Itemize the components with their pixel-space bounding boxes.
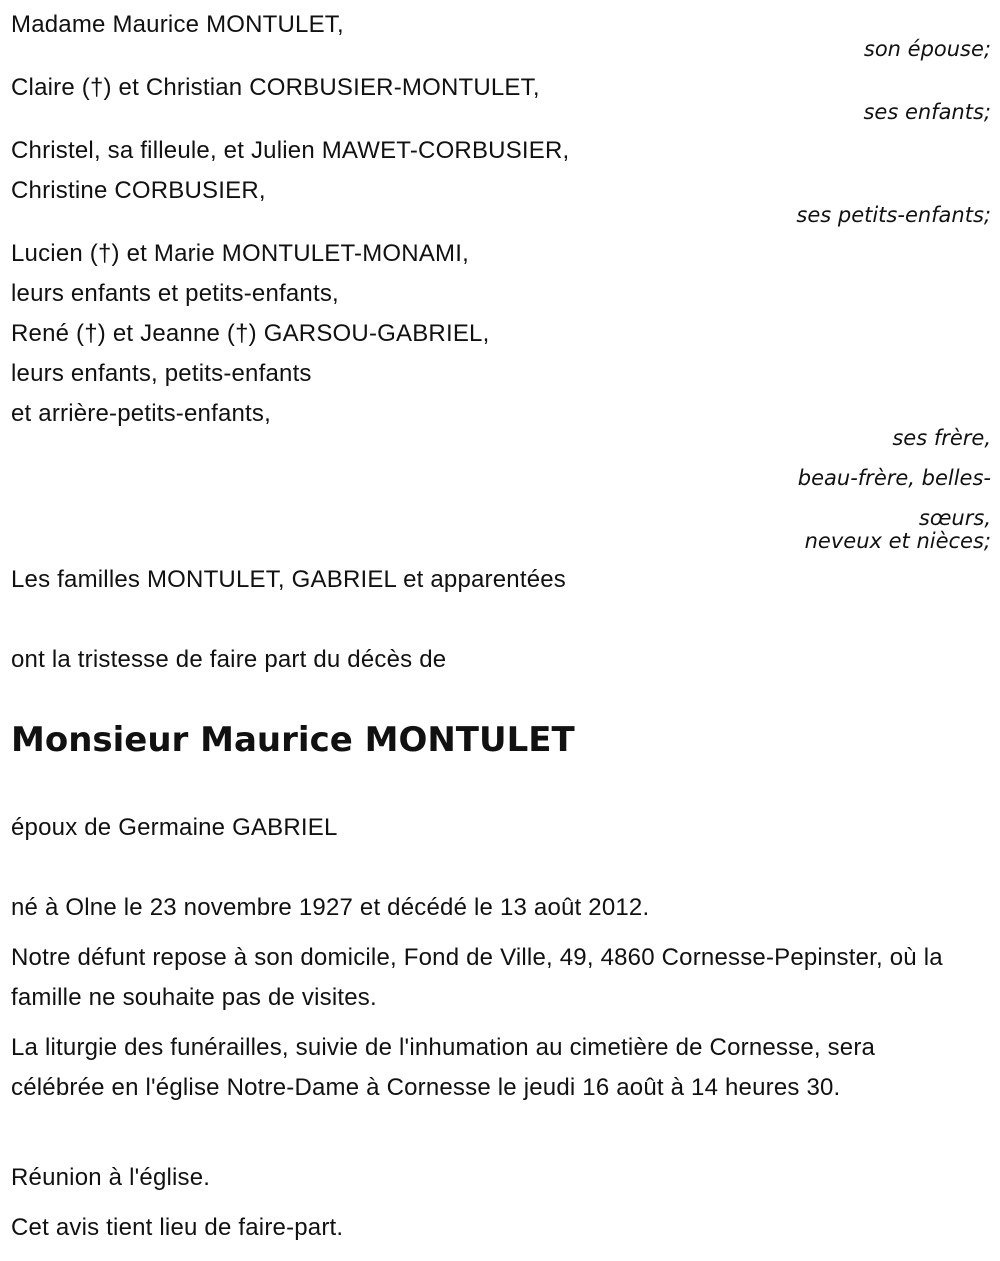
notice-footer: Cet avis tient lieu de faire-part.	[11, 1214, 344, 1241]
meeting-details: Réunion à l'église.	[11, 1164, 211, 1191]
children-role: ses enfants;	[863, 100, 991, 124]
grandchildren-role: ses petits-enfants;	[796, 203, 991, 227]
repose-details: Notre défunt repose à son domicile, Fond de Ville, 49, 4860 Cornesse-Pepinster, où la famille ne souhaite pas de visites.	[11, 944, 943, 1011]
families-line: Les familles MONTULET, GABRIEL et apparentées	[11, 566, 566, 593]
funeral-details: La liturgie des funérailles, suivie de l'inhumation au cimetière de Cornesse, sera célébrée en l'église Notre-Dame à Cornesse le jeudi 16 août à 14 heures 30.	[11, 1034, 876, 1101]
siblings-line-4: leurs enfants, petits-enfants	[11, 360, 312, 387]
announcement: ont la tristesse de faire part du décès de	[11, 646, 447, 673]
siblings-role-4: neveux et nièces;	[804, 529, 991, 553]
siblings-role-1: ses frère,	[892, 426, 991, 450]
children-line: Claire (†) et Christian CORBUSIER-MONTULET,	[11, 74, 540, 101]
deceased-name: Monsieur Maurice MONTULET	[11, 720, 575, 760]
spouse-role: son épouse;	[863, 37, 991, 61]
grandchildren-line-2: Christine CORBUSIER,	[11, 177, 266, 204]
spouse-line: Madame Maurice MONTULET,	[11, 11, 344, 38]
siblings-line-2: leurs enfants et petits-enfants,	[11, 280, 339, 307]
grandchildren-line-1: Christel, sa filleule, et Julien MAWET-CORBUSIER,	[11, 137, 570, 164]
siblings-role-3: sœurs,	[918, 506, 991, 530]
birth-death-dates: né à Olne le 23 novembre 1927 et décédé le 13 août 2012.	[11, 894, 650, 921]
siblings-line-3: René (†) et Jeanne (†) GARSOU-GABRIEL,	[11, 320, 490, 347]
deceased-spouse: époux de Germaine GABRIEL	[11, 814, 338, 841]
siblings-line-5: et arrière-petits-enfants,	[11, 400, 271, 427]
siblings-role-2: beau-frère, belles-	[797, 466, 991, 490]
siblings-line-1: Lucien (†) et Marie MONTULET-MONAMI,	[11, 240, 469, 267]
